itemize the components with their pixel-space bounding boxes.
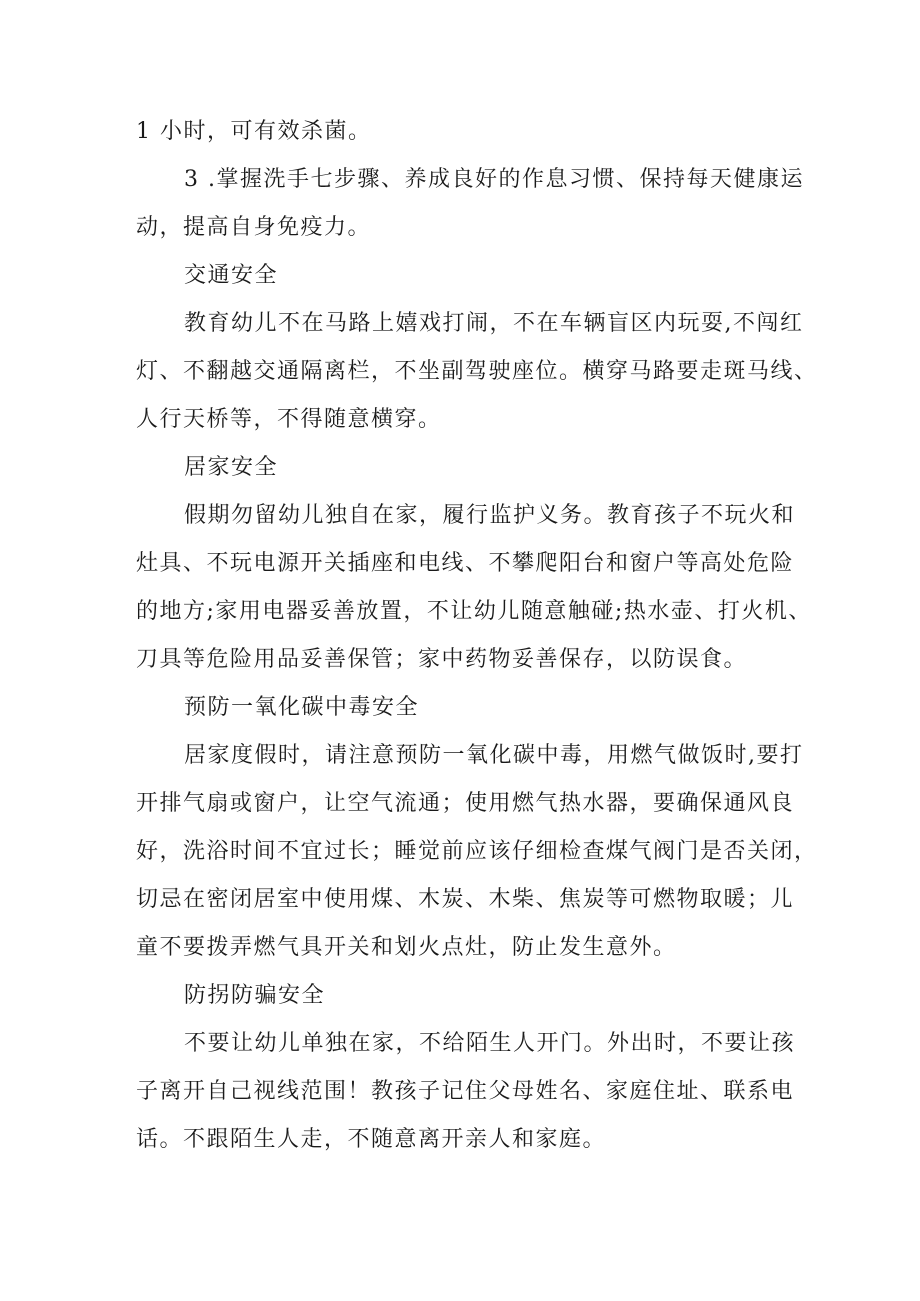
- paragraph-line: 开排气扇或窗户，让空气流通；使用燃气热水器，要确保通风良: [136, 791, 795, 816]
- paragraph-line: 人行天桥等，不得随意横穿。: [136, 407, 442, 432]
- section-heading-traffic: 交通安全: [184, 263, 279, 288]
- paragraph-line: 假期勿留幼儿独自在家，履行监护义务。教育孩子不玩火和: [184, 503, 796, 528]
- paragraph-line: 刀具等危险用品妥善保管；家中药物妥善保存，以防误食。: [136, 647, 748, 672]
- paragraph-line: 动，提高自身免疫力。: [136, 215, 372, 240]
- paragraph-line: 1 小时，可有效杀菌。: [136, 119, 372, 144]
- paragraph-line: 居家度假时，请注意预防一氧化碳中毒，用燃气做饭时,要打: [184, 743, 804, 768]
- paragraph-line: 话。不跟陌生人走，不随意离开亲人和家庭。: [136, 1127, 607, 1152]
- document-body: [136, 112, 816, 1168]
- paragraph-line: 好，洗浴时间不宜过长；睡觉前应该仔细检查煤气阀门是否关闭，: [136, 839, 818, 864]
- section-heading-home: 居家安全: [184, 455, 279, 480]
- list-item-line: 3 .掌握洗手七步骤、养成良好的作息习惯、保持每天健康运: [184, 167, 804, 192]
- section-heading-anti-abduction: 防拐防骗安全: [184, 983, 326, 1008]
- paragraph-line: 不要让幼儿单独在家，不给陌生人开门。外出时，不要让孩: [184, 1031, 796, 1056]
- section-heading-co-poisoning: 预防一氧化碳中毒安全: [184, 695, 420, 720]
- paragraph-line: 灶具、不玩电源开关插座和电线、不攀爬阳台和窗户等高处危险: [136, 551, 795, 576]
- paragraph-line: 灯、不翻越交通隔离栏，不坐副驾驶座位。横穿马路要走斑马线、: [136, 359, 818, 384]
- paragraph-line: 子离开自己视线范围！教孩子记住父母姓名、家庭住址、联系电: [136, 1079, 795, 1104]
- paragraph-line: 教育幼儿不在马路上嬉戏打闹，不在车辆盲区内玩耍,不闯红: [184, 311, 804, 336]
- paragraph-line: 的地方;家用电器妥善放置，不让幼儿随意触碰;热水壶、打火机、: [136, 599, 812, 624]
- paragraph-line: 切忌在密闭居室中使用煤、木炭、木柴、焦炭等可燃物取暖；儿: [136, 887, 795, 912]
- paragraph-line: 童不要拨弄燃气具开关和划火点灶，防止发生意外。: [136, 935, 677, 960]
